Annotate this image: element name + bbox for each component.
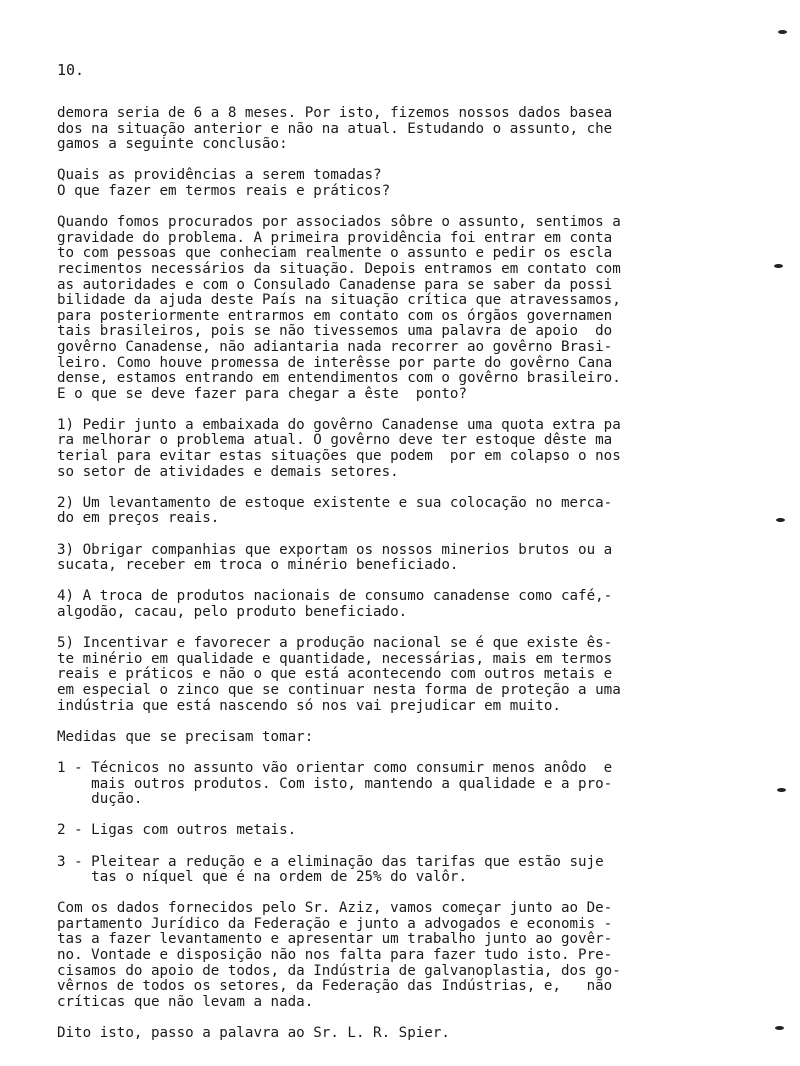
text-line: indústria que está nascendo só nos vai prejudicar em muito. bbox=[57, 697, 561, 714]
list-item-5 bbox=[57, 636, 722, 714]
text-line: govêrno Canadense, não adiantaria nada recorrer ao govêrno Brasi- bbox=[57, 338, 613, 355]
text-line: 3 - Pleitear a redução e a eliminação das tarifas que estão suje bbox=[57, 853, 604, 870]
text-line: em especial o zinco que se continuar nesta forma de proteção a uma bbox=[57, 681, 621, 698]
scan-mark bbox=[776, 518, 785, 522]
text-line: as autoridades e com o Consulado Canadense para se saber da possi bbox=[57, 276, 613, 293]
paragraph-questions bbox=[57, 168, 722, 199]
text-line: vêrnos de todos os setores, da Federação das Indústrias, e, não bbox=[57, 978, 613, 995]
scan-mark bbox=[775, 1026, 784, 1030]
list-item-1 bbox=[57, 418, 722, 480]
measure-item-3 bbox=[57, 855, 722, 886]
text-line: recimentos necessários da situação. Depois entramos em contato com bbox=[57, 260, 621, 277]
document-body bbox=[57, 106, 722, 1042]
text-line: 5) Incentivar e favorecer a produção nacional se é que existe ês- bbox=[57, 635, 613, 652]
text-line: dução. bbox=[57, 791, 143, 808]
text-line: reais e práticos e não o que está acontecendo com outros metais e bbox=[57, 666, 613, 683]
text-line: O que fazer em termos reais e práticos? bbox=[57, 182, 391, 199]
text-line: 4) A troca de produtos nacionais de consumo canadense como café,- bbox=[57, 588, 613, 605]
text-line: tas o níquel que é na ordem de 25% do valôr. bbox=[57, 869, 467, 886]
text-line: Quando fomos procurados por associados sôbre o assunto, sentimos a bbox=[57, 214, 621, 231]
text-line: 2 - Ligas com outros metais. bbox=[57, 822, 297, 839]
paragraph-intro bbox=[57, 106, 722, 153]
list-item-3 bbox=[57, 543, 722, 574]
text-line: bilidade da ajuda deste País na situação crítica que atravessamos, bbox=[57, 292, 621, 309]
scan-mark bbox=[778, 30, 787, 34]
scan-mark bbox=[777, 788, 786, 792]
text-line: críticas que não levam a nada. bbox=[57, 993, 314, 1010]
text-line: partamento Jurídico da Federação e junto a advogados e economis - bbox=[57, 915, 613, 932]
text-line: 2) Um levantamento de estoque existente e sua colocação no merca- bbox=[57, 494, 613, 511]
text-line: dos na situação anterior e não na atual. Estudando o assunto, che bbox=[57, 120, 613, 137]
text-line: terial para evitar estas situações que podem por em colapso o nos bbox=[57, 448, 621, 465]
measure-item-1 bbox=[57, 761, 722, 808]
text-line: demora seria de 6 a 8 meses. Por isto, fizemos nossos dados basea bbox=[57, 105, 613, 121]
text-line: sucata, receber em troca o minério beneficiado. bbox=[57, 557, 459, 574]
text-line: to com pessoas que conheciam realmente o assunto e pedir os escla bbox=[57, 245, 613, 262]
measure-item-2 bbox=[57, 823, 722, 839]
text-line: Quais as providências a serem tomadas? bbox=[57, 167, 382, 184]
text-line: 1 - Técnicos no assunto vão orientar como consumir menos anôdo e bbox=[57, 759, 613, 776]
text-line: tais brasileiros, pois se não tivessemos uma palavra de apoio do bbox=[57, 323, 613, 340]
text-line: dense, estamos entrando em entendimentos com o govêrno brasileiro. bbox=[57, 370, 621, 387]
text-line: 1) Pedir junto a embaixada do govêrno Canadense uma quota extra pa bbox=[57, 416, 621, 433]
closing-line bbox=[57, 1026, 722, 1042]
paragraph-conclusion bbox=[57, 901, 722, 1010]
text-line: cisamos do apoio de todos, da Indústria de galvanoplastia, dos go- bbox=[57, 962, 621, 979]
text-line: gravidade do problema. A primeira providência foi entrar em conta bbox=[57, 229, 613, 246]
text-line: do em preços reais. bbox=[57, 510, 220, 527]
text-line: gamos a seguinte conclusão: bbox=[57, 136, 288, 153]
text-line: tas a fazer levantamento e apresentar um trabalho junto ao govêr- bbox=[57, 931, 613, 948]
page-number: 10. bbox=[57, 61, 85, 79]
text-line: Medidas que se precisam tomar: bbox=[57, 728, 314, 745]
scan-mark bbox=[774, 264, 783, 268]
text-line: Com os dados fornecidos pelo Sr. Aziz, vamos começar junto ao De- bbox=[57, 900, 613, 917]
text-line: mais outros produtos. Com isto, mantendo a qualidade e a pro- bbox=[57, 775, 613, 792]
text-line: te minério em qualidade e quantidade, necessárias, mais em termos bbox=[57, 650, 613, 667]
text-line: para posteriormente entrarmos em contato com os órgãos governamen bbox=[57, 307, 613, 324]
text-line: Dito isto, passo a palavra ao Sr. L. R. Spier. bbox=[57, 1025, 450, 1042]
list-item-2 bbox=[57, 496, 722, 527]
paragraph-context bbox=[57, 215, 722, 402]
text-line: leiro. Como houve promessa de interêsse por parte do govêrno Cana bbox=[57, 354, 613, 371]
text-line: algodão, cacau, pelo produto beneficiado. bbox=[57, 604, 408, 620]
text-line: no. Vontade e disposição não nos falta para fazer tudo isto. Pre- bbox=[57, 947, 613, 964]
measures-heading bbox=[57, 730, 722, 746]
text-line: E o que se deve fazer para chegar a êste ponto? bbox=[57, 385, 467, 402]
text-line: 3) Obrigar companhias que exportam os nossos minerios brutos ou a bbox=[57, 541, 613, 558]
text-line: ra melhorar o problema atual. O govêrno deve ter estoque dêste ma bbox=[57, 432, 613, 449]
text-line: so setor de atividades e demais setores. bbox=[57, 463, 399, 480]
list-item-4 bbox=[57, 589, 722, 620]
